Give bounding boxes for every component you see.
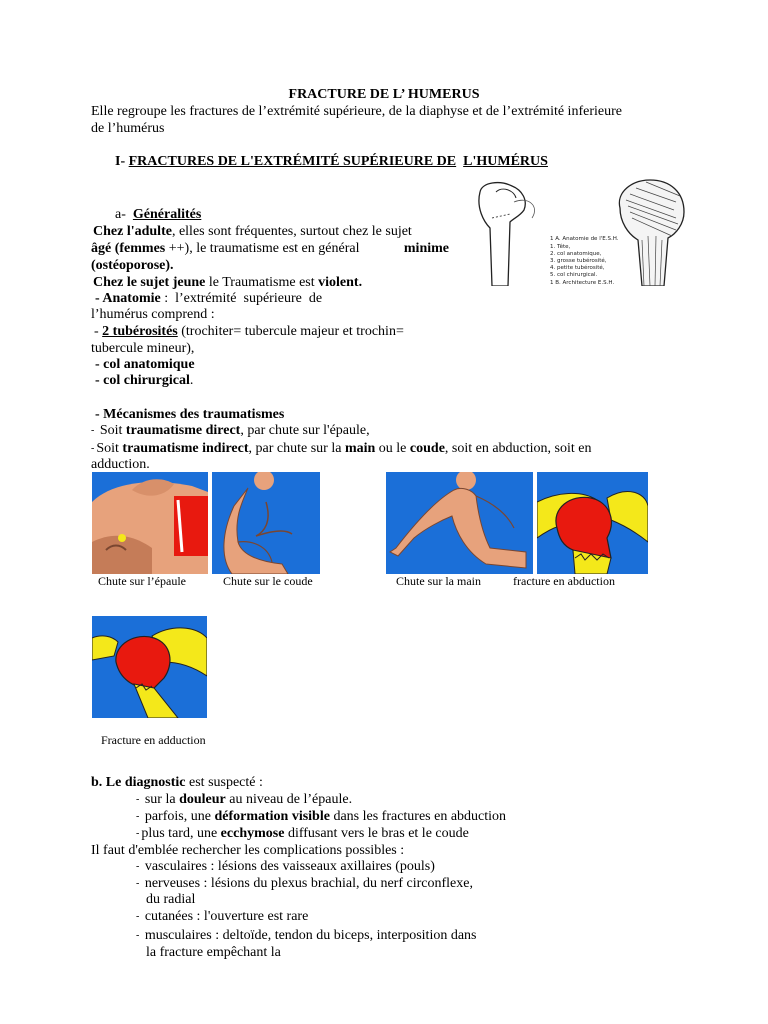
image-chute-coude: [212, 472, 320, 574]
anatomy-legend-3: 2. col anatomique,: [550, 251, 602, 257]
complication-musculaires-2: la fracture empêchant la: [146, 945, 281, 960]
anatomy-legend-1: 1 A. Anatomie de l'E.S.H.: [550, 236, 619, 242]
col-chirurgical: - col chirurgical.: [95, 373, 194, 388]
mecanisme-indirect: - Soit traumatisme indirect, par chute sur la main ou le coude, soit en abduction, soit en: [91, 441, 592, 456]
anatomy-legend-2: 1. Tête,: [550, 244, 571, 250]
humerus-anatomy-figure: [470, 178, 688, 286]
complication-nerveuses: - nerveuses : lésions du plexus brachial, du nerf circonflexe,: [136, 876, 473, 891]
anatomie-line-2: l’humérus comprend :: [91, 307, 215, 322]
complication-musculaires: - musculaires : deltoïde, tendon du biceps, interposition dans: [136, 928, 477, 943]
section-heading: I- FRACTURES DE L'EXTRÉMITÉ SUPÉRIEURE DE L'HUMÉRUS: [115, 154, 548, 169]
generalites-line-4: Chez le sujet jeune le Traumatisme est violent.: [93, 275, 363, 290]
diagnostic-item-ecchymose: - plus tard, une ecchymose diffusant vers le bras et le coude: [136, 826, 469, 841]
mecanisme-direct: - Soit traumatisme direct, par chute sur l'épaule,: [91, 423, 370, 438]
generalites-line-1: Chez l'adulte, elles sont fréquentes, surtout chez le sujet: [93, 224, 412, 239]
anatomy-legend-4: 3. grosse tubérosité,: [550, 258, 607, 264]
anatomie-line-1: - Anatomie : l’extrémité supérieure de: [95, 291, 323, 306]
complication-nerveuses-2: du radial: [146, 892, 196, 907]
tuberosites-line: - 2 tubérosités (trochiter= tubercule majeur et trochin=: [94, 324, 404, 339]
mecanisme-indirect-2: adduction.: [91, 457, 150, 472]
diagnostic-item-deformation: - parfois, une déformation visible dans les fractures en abduction: [136, 809, 507, 824]
caption-chute-epaule: Chute sur l’épaule: [98, 574, 186, 588]
caption-chute-main: Chute sur la main: [396, 574, 481, 588]
col-anatomique: - col anatomique: [95, 357, 195, 372]
generalites-title: a- Généralités: [115, 207, 202, 222]
generalites-line-2: âgé (femmes ++), le traumatisme est en général minime: [91, 241, 449, 256]
caption-chute-coude: Chute sur le coude: [223, 574, 313, 588]
anatomy-legend-5: 4. petite tubérosité,: [550, 265, 605, 271]
diagnostic-item-douleur: - sur la douleur au niveau de l’épaule.: [136, 792, 353, 807]
page-title: FRACTURE DE L’ HUMERUS: [288, 87, 480, 102]
image-chute-epaule: [92, 472, 208, 574]
complication-vasculaires: - vasculaires : lésions des vaisseaux axillaires (pouls): [136, 859, 435, 874]
image-chute-main: [386, 472, 533, 574]
image-fracture-abduction: [537, 472, 648, 574]
tuberosites-line-2: tubercule mineur),: [91, 341, 195, 356]
image-fracture-adduction: [92, 616, 207, 718]
mecanismes-title: - Mécanismes des traumatismes: [95, 407, 285, 422]
caption-fracture-adduction: Fracture en adduction: [101, 733, 206, 747]
intro-line-2: de l’humérus: [91, 121, 165, 136]
diagnostic-title: b. Le diagnostic est suspecté :: [91, 775, 263, 790]
generalites-line-3: (ostéoporose).: [91, 258, 174, 273]
intro-line-1: Elle regroupe les fractures de l’extrémité supérieure, de la diaphyse et de l’extrémité inferieure: [91, 104, 622, 119]
anatomy-legend-7: 1 B. Architecture E.S.H.: [550, 280, 615, 286]
complication-cutanees: - cutanées : l'ouverture est rare: [136, 909, 309, 924]
complications-intro: Il faut d'emblée rechercher les complications possibles :: [91, 843, 405, 858]
caption-fracture-abduction: fracture en abduction: [513, 574, 615, 588]
anatomy-legend-6: 5. col chirurgical.: [550, 272, 598, 278]
